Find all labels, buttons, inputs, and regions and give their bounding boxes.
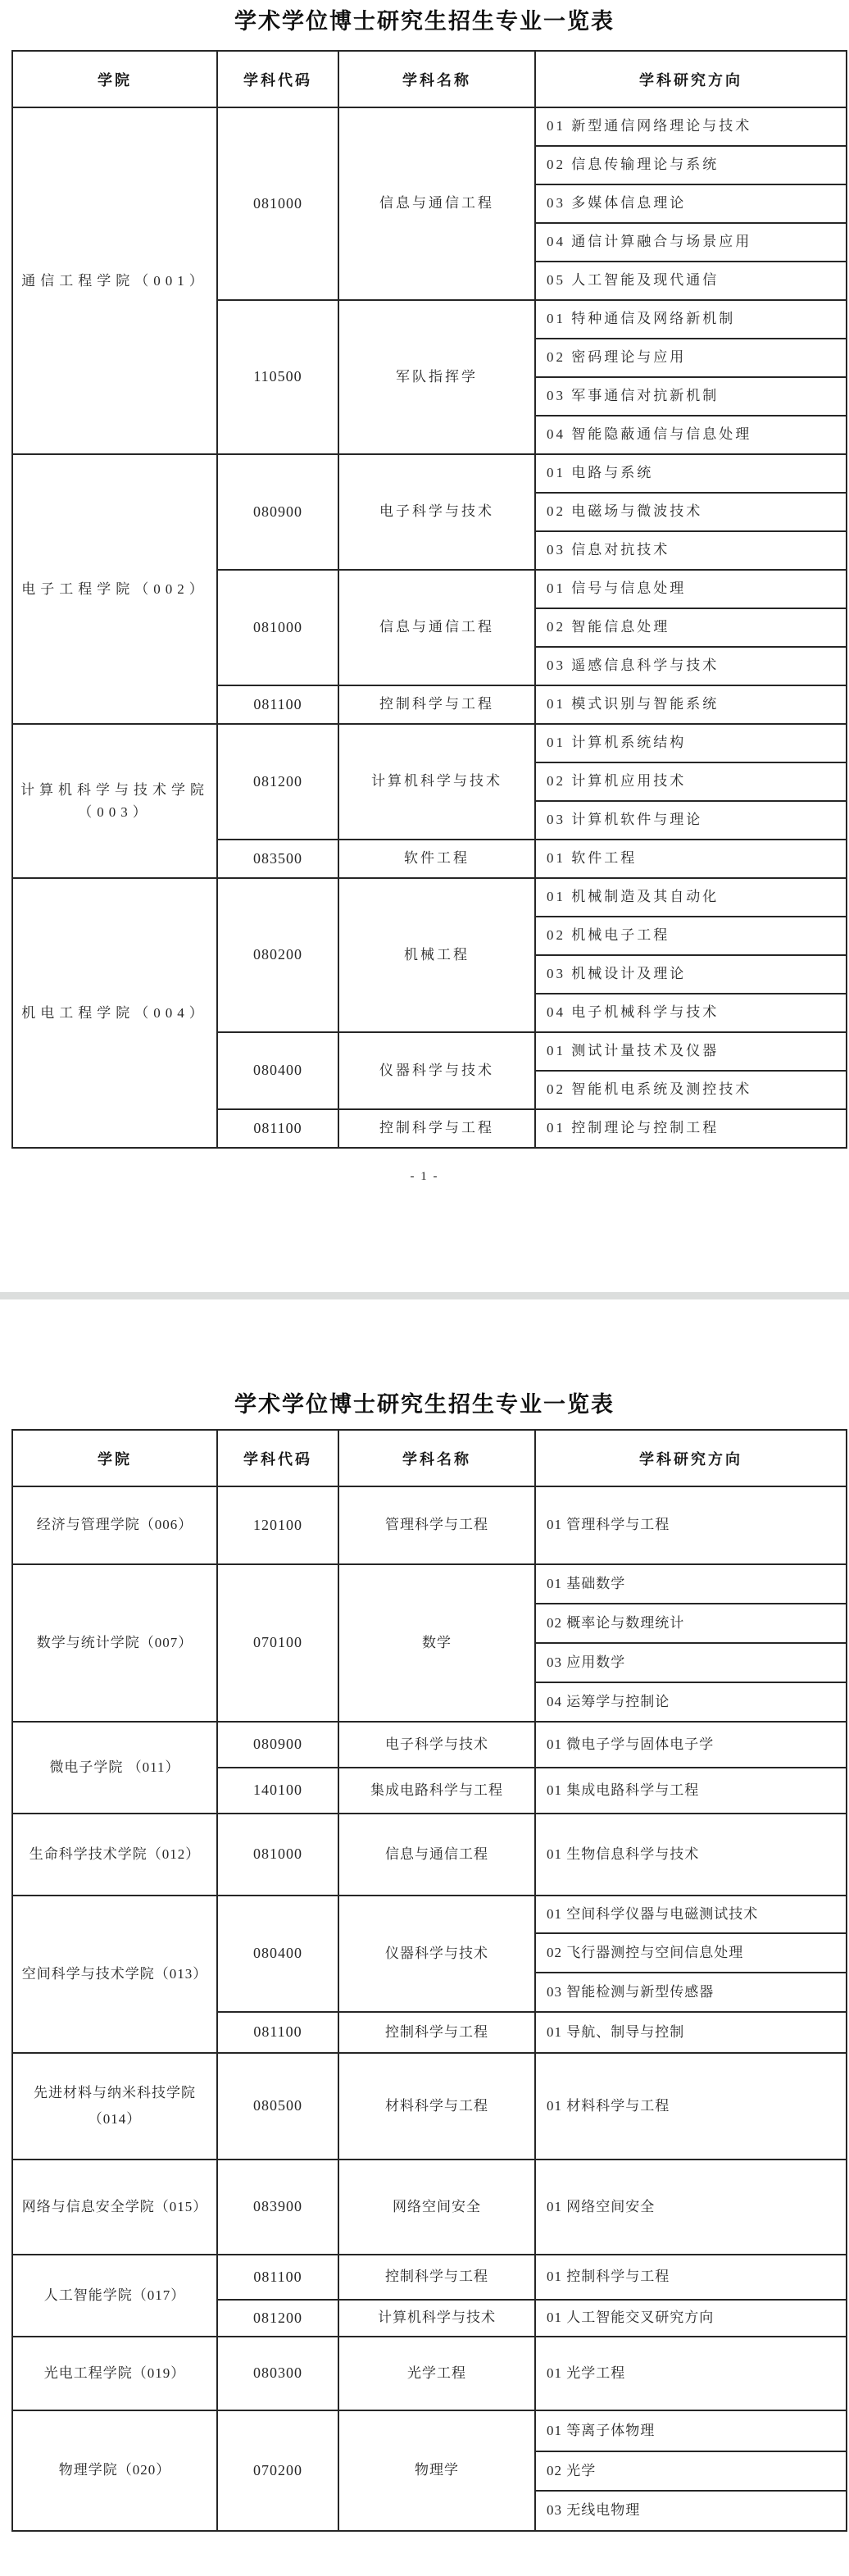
column-header-2: 学科名称: [338, 51, 535, 107]
direction-cell: 03 应用数学: [535, 1643, 847, 1682]
direction-cell: 02 智能机电系统及测控技术: [535, 1071, 847, 1109]
direction-cell: 02 电磁场与微波技术: [535, 493, 847, 531]
page-number: - 1 -: [410, 1170, 439, 1183]
table-row: [12, 1896, 847, 1933]
direction-cell: 01 模式识别与智能系统: [535, 685, 847, 724]
college-cell: 计算机科学与技术学院（003）: [12, 724, 217, 878]
subject-name-cell: 物理学: [338, 2410, 535, 2531]
subject-name-cell: 控制科学与工程: [338, 1109, 535, 1148]
table-row: [12, 2410, 847, 2451]
direction-cell: 03 遥感信息科学与技术: [535, 647, 847, 685]
direction-cell: 02 信息传输理论与系统: [535, 146, 847, 184]
table-row: [12, 107, 847, 146]
direction-cell: 01 基础数学: [535, 1564, 847, 1604]
subject-name-cell: 材料科学与工程: [338, 2053, 535, 2160]
subject-code-cell: 081200: [217, 2300, 338, 2337]
subject-name-cell: 控制科学与工程: [338, 685, 535, 724]
subject-code-cell: 080300: [217, 2337, 338, 2410]
subject-name-cell: 计算机科学与技术: [338, 2300, 535, 2337]
direction-cell: 01 管理科学与工程: [535, 1486, 847, 1564]
direction-cell: 02 计算机应用技术: [535, 762, 847, 801]
direction-cell: 02 概率论与数理统计: [535, 1604, 847, 1643]
subject-code-cell: 070200: [217, 2410, 338, 2531]
direction-cell: 03 智能检测与新型传感器: [535, 1973, 847, 2012]
table-row: [12, 454, 847, 493]
table-row: [12, 2053, 847, 2160]
subject-code-cell: 083900: [217, 2160, 338, 2255]
college-cell: 机电工程学院（004）: [12, 878, 217, 1148]
table-row: [12, 2337, 847, 2410]
subject-code-cell: 081100: [217, 685, 338, 724]
direction-cell: 01 计算机系统结构: [535, 724, 847, 762]
specialties-table-page-2: [11, 1429, 847, 2532]
subject-name-cell: 控制科学与工程: [338, 2012, 535, 2053]
direction-cell: 01 控制理论与控制工程: [535, 1109, 847, 1148]
subject-code-cell: 081000: [217, 1814, 338, 1896]
table-row: [12, 1814, 847, 1896]
college-cell: 光电工程学院（019）: [12, 2337, 217, 2410]
direction-cell: 01 微电子学与固体电子学: [535, 1722, 847, 1768]
subject-name-cell: 电子科学与技术: [338, 1722, 535, 1768]
direction-cell: 01 信号与信息处理: [535, 570, 847, 608]
subject-code-cell: 081100: [217, 1109, 338, 1148]
column-header-1: 学科代码: [217, 1430, 338, 1486]
subject-name-cell: 光学工程: [338, 2337, 535, 2410]
college-cell: 经济与管理学院（006）: [12, 1486, 217, 1564]
direction-cell: 01 软件工程: [535, 840, 847, 878]
direction-cell: 01 生物信息科学与技术: [535, 1814, 847, 1896]
specialties-table-page-1: [11, 50, 847, 1149]
college-cell: 生命科学技术学院（012）: [12, 1814, 217, 1896]
direction-cell: 02 机械电子工程: [535, 917, 847, 955]
header-row: [12, 51, 847, 107]
subject-name-cell: 集成电路科学与工程: [338, 1768, 535, 1814]
column-header-3: 学科研究方向: [535, 51, 847, 107]
direction-cell: 03 信息对抗技术: [535, 531, 847, 570]
direction-cell: 01 测试计量技术及仪器: [535, 1032, 847, 1071]
subject-name-cell: 数学: [338, 1564, 535, 1722]
direction-cell: 01 控制科学与工程: [535, 2255, 847, 2300]
direction-cell: 01 特种通信及网络新机制: [535, 300, 847, 339]
subject-name-cell: 机械工程: [338, 878, 535, 1032]
college-cell: 网络与信息安全学院（015）: [12, 2160, 217, 2255]
subject-code-cell: 080400: [217, 1896, 338, 2012]
subject-code-cell: 080900: [217, 454, 338, 570]
subject-code-cell: 120100: [217, 1486, 338, 1564]
subject-code-cell: 140100: [217, 1768, 338, 1814]
direction-cell: 01 导航、制导与控制: [535, 2012, 847, 2053]
subject-code-cell: 081100: [217, 2255, 338, 2300]
college-cell: 数学与统计学院（007）: [12, 1564, 217, 1722]
table-row: [12, 1486, 847, 1564]
college-cell: 通信工程学院（001）: [12, 107, 217, 454]
direction-cell: 01 机械制造及其自动化: [535, 878, 847, 917]
direction-cell: 02 智能信息处理: [535, 608, 847, 647]
direction-cell: 03 军事通信对抗新机制: [535, 377, 847, 416]
direction-cell: 01 新型通信网络理论与技术: [535, 107, 847, 146]
direction-cell: 03 计算机软件与理论: [535, 801, 847, 840]
direction-cell: 01 电路与系统: [535, 454, 847, 493]
direction-cell: 04 智能隐蔽通信与信息处理: [535, 416, 847, 454]
subject-name-cell: 信息与通信工程: [338, 107, 535, 300]
subject-name-cell: 信息与通信工程: [338, 570, 535, 685]
table-row: [12, 1564, 847, 1604]
subject-name-cell: 计算机科学与技术: [338, 724, 535, 840]
college-cell: 电子工程学院（002）: [12, 454, 217, 724]
column-header-0: 学院: [12, 1430, 217, 1486]
direction-cell: 01 集成电路科学与工程: [535, 1768, 847, 1814]
page-2: [0, 1299, 849, 2576]
subject-name-cell: 仪器科学与技术: [338, 1896, 535, 2012]
college-cell: 空间科学与技术学院（013）: [12, 1896, 217, 2053]
subject-code-cell: 081200: [217, 724, 338, 840]
page-title: 学术学位博士研究生招生专业一览表: [234, 1392, 615, 1417]
column-header-3: 学科研究方向: [535, 1430, 847, 1486]
subject-code-cell: 083500: [217, 840, 338, 878]
college-cell: 先进材料与纳米科技学院（014）: [12, 2053, 217, 2160]
subject-name-cell: 电子科学与技术: [338, 454, 535, 570]
header-row: [12, 1430, 847, 1486]
college-cell: 微电子学院 （011）: [12, 1722, 217, 1814]
direction-cell: 04 电子机械科学与技术: [535, 994, 847, 1032]
table-row: [12, 1722, 847, 1768]
subject-name-cell: 信息与通信工程: [338, 1814, 535, 1896]
subject-code-cell: 080500: [217, 2053, 338, 2160]
college-cell: 物理学院（020）: [12, 2410, 217, 2531]
direction-cell: 05 人工智能及现代通信: [535, 262, 847, 300]
subject-name-cell: 软件工程: [338, 840, 535, 878]
subject-name-cell: 网络空间安全: [338, 2160, 535, 2255]
direction-cell: 03 机械设计及理论: [535, 955, 847, 994]
subject-code-cell: 080900: [217, 1722, 338, 1768]
direction-cell: 01 空间科学仪器与电磁测试技术: [535, 1896, 847, 1933]
college-cell: 人工智能学院（017）: [12, 2255, 217, 2337]
subject-name-cell: 管理科学与工程: [338, 1486, 535, 1564]
direction-cell: 01 等离子体物理: [535, 2410, 847, 2451]
column-header-1: 学科代码: [217, 51, 338, 107]
table-row: [12, 2255, 847, 2300]
subject-name-cell: 军队指挥学: [338, 300, 535, 454]
column-header-0: 学院: [12, 51, 217, 107]
direction-cell: 02 飞行器测控与空间信息处理: [535, 1933, 847, 1973]
page-title: 学术学位博士研究生招生专业一览表: [234, 9, 615, 34]
table-row: [12, 2160, 847, 2255]
direction-cell: 03 无线电物理: [535, 2491, 847, 2531]
page-separator: [0, 1292, 849, 1299]
subject-code-cell: 080400: [217, 1032, 338, 1109]
table-row: [12, 878, 847, 917]
subject-code-cell: 081000: [217, 570, 338, 685]
table-row: [12, 724, 847, 762]
subject-code-cell: 070100: [217, 1564, 338, 1722]
direction-cell: 02 密码理论与应用: [535, 339, 847, 377]
direction-cell: 02 光学: [535, 2451, 847, 2491]
column-header-2: 学科名称: [338, 1430, 535, 1486]
subject-code-cell: 081100: [217, 2012, 338, 2053]
subject-code-cell: 110500: [217, 300, 338, 454]
subject-code-cell: 081000: [217, 107, 338, 300]
subject-code-cell: 080200: [217, 878, 338, 1032]
subject-name-cell: 仪器科学与技术: [338, 1032, 535, 1109]
direction-cell: 03 多媒体信息理论: [535, 184, 847, 223]
direction-cell: 01 人工智能交叉研究方向: [535, 2300, 847, 2337]
direction-cell: 01 材料科学与工程: [535, 2053, 847, 2160]
direction-cell: 01 光学工程: [535, 2337, 847, 2410]
direction-cell: 01 网络空间安全: [535, 2160, 847, 2255]
direction-cell: 04 运筹学与控制论: [535, 1682, 847, 1722]
direction-cell: 04 通信计算融合与场景应用: [535, 223, 847, 262]
subject-name-cell: 控制科学与工程: [338, 2255, 535, 2300]
